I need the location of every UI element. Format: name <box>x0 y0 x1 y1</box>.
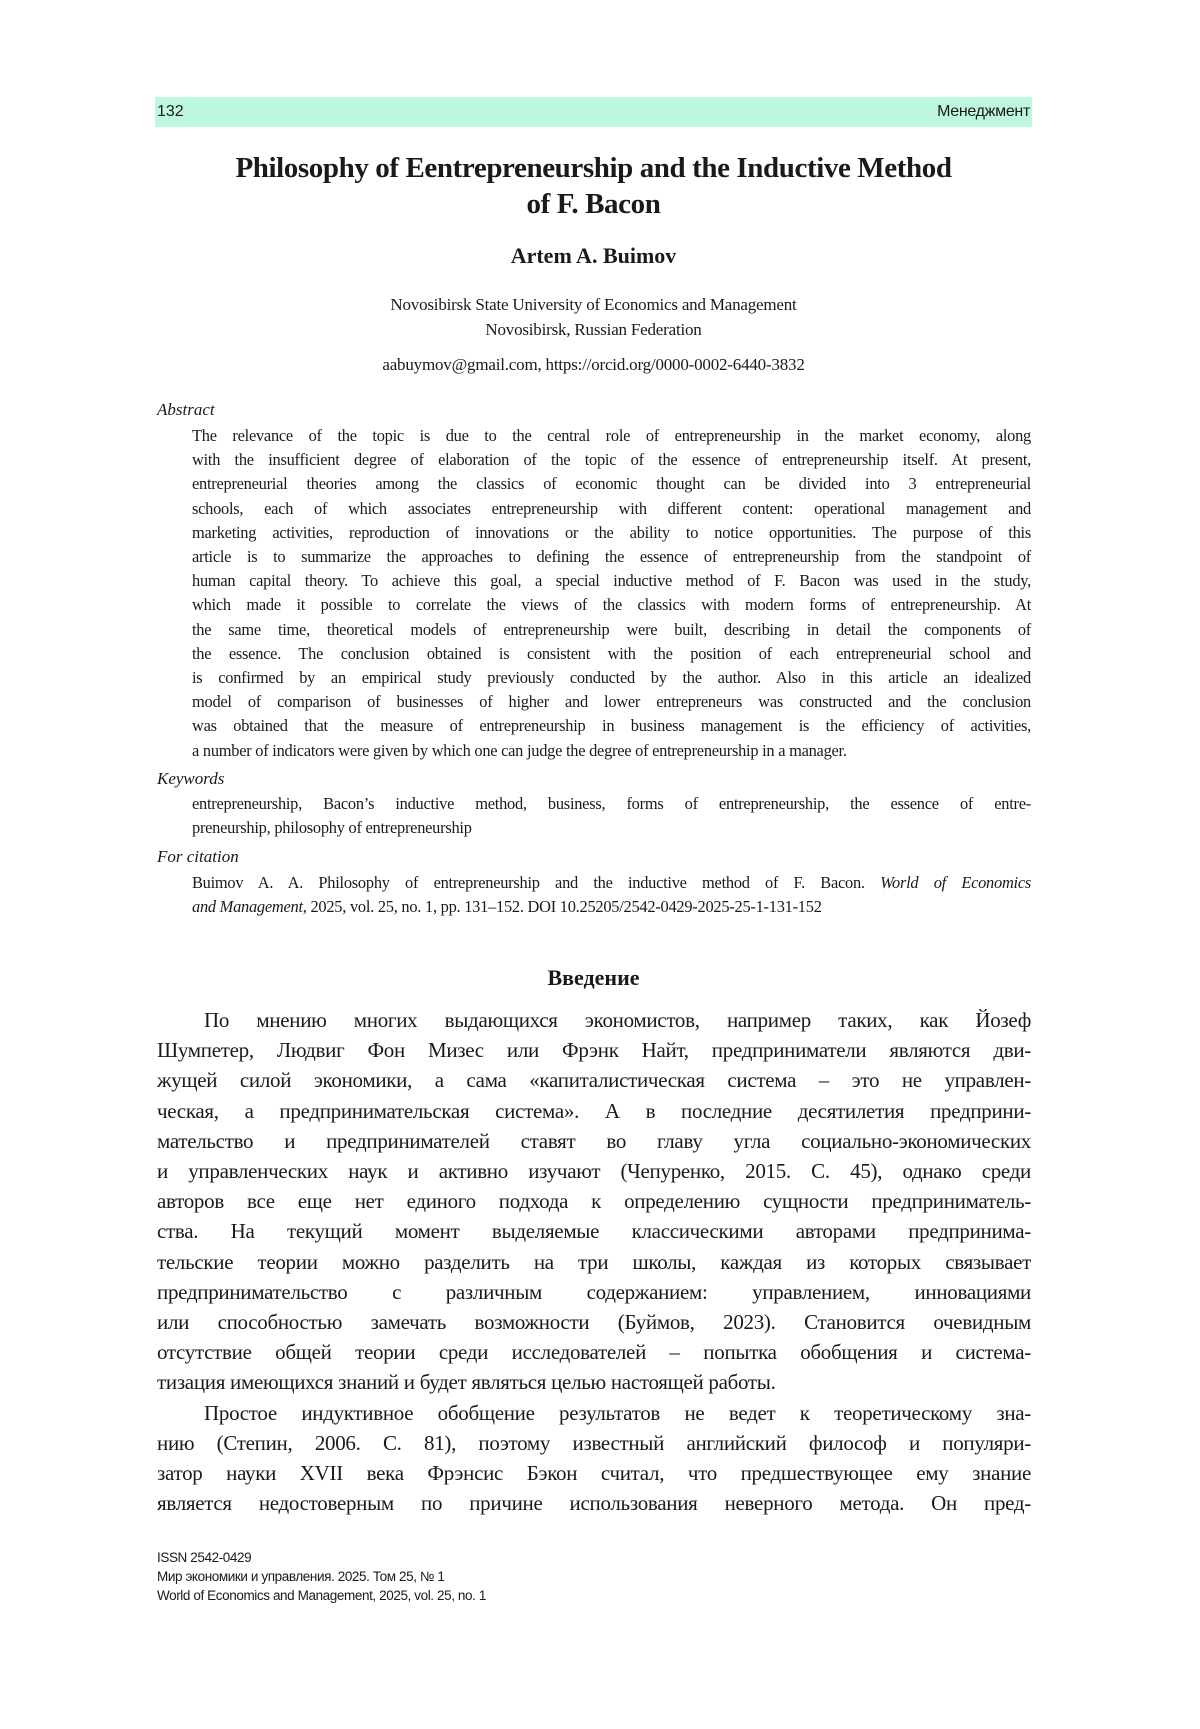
text-line: ческая, а предпринимательская система». А в последние десятилетия предприни- <box>157 1098 1031 1123</box>
page-footer <box>157 1548 486 1605</box>
text-line: which made it possible to correlate the views of the classics with modern forms of entrepreneurship. At <box>192 595 1031 615</box>
text-line: was obtained that the measure of entrepreneurship in business management is the efficiency of activities, <box>192 716 1031 736</box>
text-line: затор науки XVII века Фрэнсис Бэкон считал, что предшествующее ему знание <box>157 1461 1031 1486</box>
author-name: Artem A. Buimov <box>510 243 677 268</box>
journal-ru: Мир экономики и управления. 2025. Том 25, № 1 <box>157 1569 445 1584</box>
running-header <box>155 97 1032 127</box>
text-line: и управленческих наук и активно изучают (Чепуренко, 2015. С. 45), однако среди <box>157 1159 1031 1184</box>
text-line: The relevance of the topic is due to the central role of entrepreneurship in the market economy, along <box>192 426 1031 445</box>
text-line: human capital theory. To achieve this goal, a special inductive method of F. Bacon was used in the study, <box>192 571 1031 591</box>
title-line: of F. Bacon <box>526 188 661 220</box>
issn: ISSN 2542-0429 <box>157 1550 252 1565</box>
text-line: entrepreneurial theories among the classics of economic thought can be divided into 3 entrepreneurial <box>192 474 1031 494</box>
text-line: предпринимательство с различным содержанием: управлением, инновациями <box>157 1279 1031 1304</box>
section-name: Менеджмент <box>937 103 1030 120</box>
text-line: schools, each of which associates entrepreneurship with different content: operational management and <box>192 498 1031 518</box>
text-line: marketing activities, reproduction of innovations or the ability to notice opportunities. The purpose of this <box>192 522 1031 542</box>
text-line: is confirmed by an empirical study previously conducted by the author. Also in this article an idealized <box>192 668 1031 688</box>
text-line: the essence. The conclusion obtained is consistent with the position of each entrepreneurial school and <box>192 643 1031 663</box>
citation-line <box>192 871 1031 895</box>
text-line: a number of indicators were given by which one can judge the degree of entrepreneurship in a manager. <box>192 740 847 760</box>
text-line: нию (Степин, 2006. С. 81), поэтому известный английский философ и популяри- <box>157 1430 1031 1455</box>
text-line: жущей силой экономики, а сама «капиталистическая система – это не управлен- <box>157 1068 1031 1093</box>
text-line: мательство и предпринимателей ставят во главу угла социально-экономических <box>157 1128 1031 1153</box>
text-line: the same time, theoretical models of entrepreneurship were built, describing in detail the components of <box>192 619 1031 639</box>
journal-name-part: and Management <box>192 897 303 917</box>
text-line: является недостоверным по причине использования неверного метода. Он пред- <box>157 1491 1031 1516</box>
citation-text-part: Buimov A. A. Philosophy of entrepreneurship and the inductive method of F. Bacon. <box>192 873 881 892</box>
text-line: ства. На текущий момент выделяемые классическими авторами предпринима- <box>157 1219 1031 1244</box>
journal-name-part: World of Economics <box>880 873 1031 892</box>
citation-line <box>192 895 1031 919</box>
section-heading: Введение <box>547 965 640 990</box>
page-number: 132 <box>157 103 184 120</box>
text-line: По мнению многих выдающихся экономистов, например таких, как Йозеф <box>204 1008 1031 1032</box>
keywords-text <box>192 792 1031 840</box>
abstract-text <box>192 424 1031 763</box>
citation-label: For citation <box>157 847 239 866</box>
article-title <box>155 150 1032 222</box>
text-line: Шумпетер, Людвиг Фон Мизес или Фрэнк Найт, предприниматели являются дви- <box>157 1038 1031 1063</box>
text-line: тизация имеющихся знаний и будет являться целью настоящей работы. <box>157 1370 776 1395</box>
body-text <box>157 1005 1031 1518</box>
affiliation <box>155 292 1032 342</box>
title-line: Philosophy of Eentrepreneurship and the Inductive Method <box>235 152 952 184</box>
text-line: Простое индуктивное обобщение результатов не ведет к теоретическому зна- <box>204 1400 1031 1425</box>
text-line: with the insufficient degree of elaboration of the topic of the essence of entrepreneurship itself. At present, <box>192 450 1031 470</box>
paragraph <box>157 1398 1031 1519</box>
citation-text <box>192 871 1031 919</box>
author-contact: aabuymov@gmail.com, https://orcid.org/0000-0002-6440-3832 <box>382 355 805 374</box>
text-line: или способностью замечать возможности (Буймов, 2023). Становится очевидным <box>157 1310 1031 1335</box>
affiliation-line: Novosibirsk, Russian Federation <box>485 320 702 339</box>
journal-en: World of Economics and Management, 2025, vol. 25, no. 1 <box>157 1588 486 1603</box>
citation-text-part: , 2025, vol. 25, no. 1, pp. 131–152. DOI 10.25205/2542-0429-2025-25-1-131-152 <box>302 897 822 917</box>
text-line: article is to summarize the approaches to defining the essence of entrepreneurship from the standpoint of <box>192 547 1031 567</box>
abstract-label: Abstract <box>157 400 215 419</box>
text-line: preneurship, philosophy of entrepreneurship <box>192 818 472 838</box>
affiliation-line: Novosibirsk State University of Economics and Management <box>390 295 797 314</box>
text-line: отсутствие общей теории среди исследователей – попытка обобщения и система- <box>157 1340 1031 1365</box>
text-line: model of comparison of businesses of higher and lower entrepreneurs was constructed and the conclusion <box>192 692 1031 712</box>
keywords-label: Keywords <box>157 769 225 788</box>
paragraph <box>157 1005 1031 1398</box>
text-line: entrepreneurship, Bacon’s inductive method, business, forms of entrepreneurship, the essence of entre- <box>192 794 1031 813</box>
text-line: авторов все еще нет единого подхода к определению сущности предприниматель- <box>157 1189 1031 1214</box>
text-line: тельские теории можно разделить на три школы, каждая из которых связывает <box>157 1249 1031 1274</box>
